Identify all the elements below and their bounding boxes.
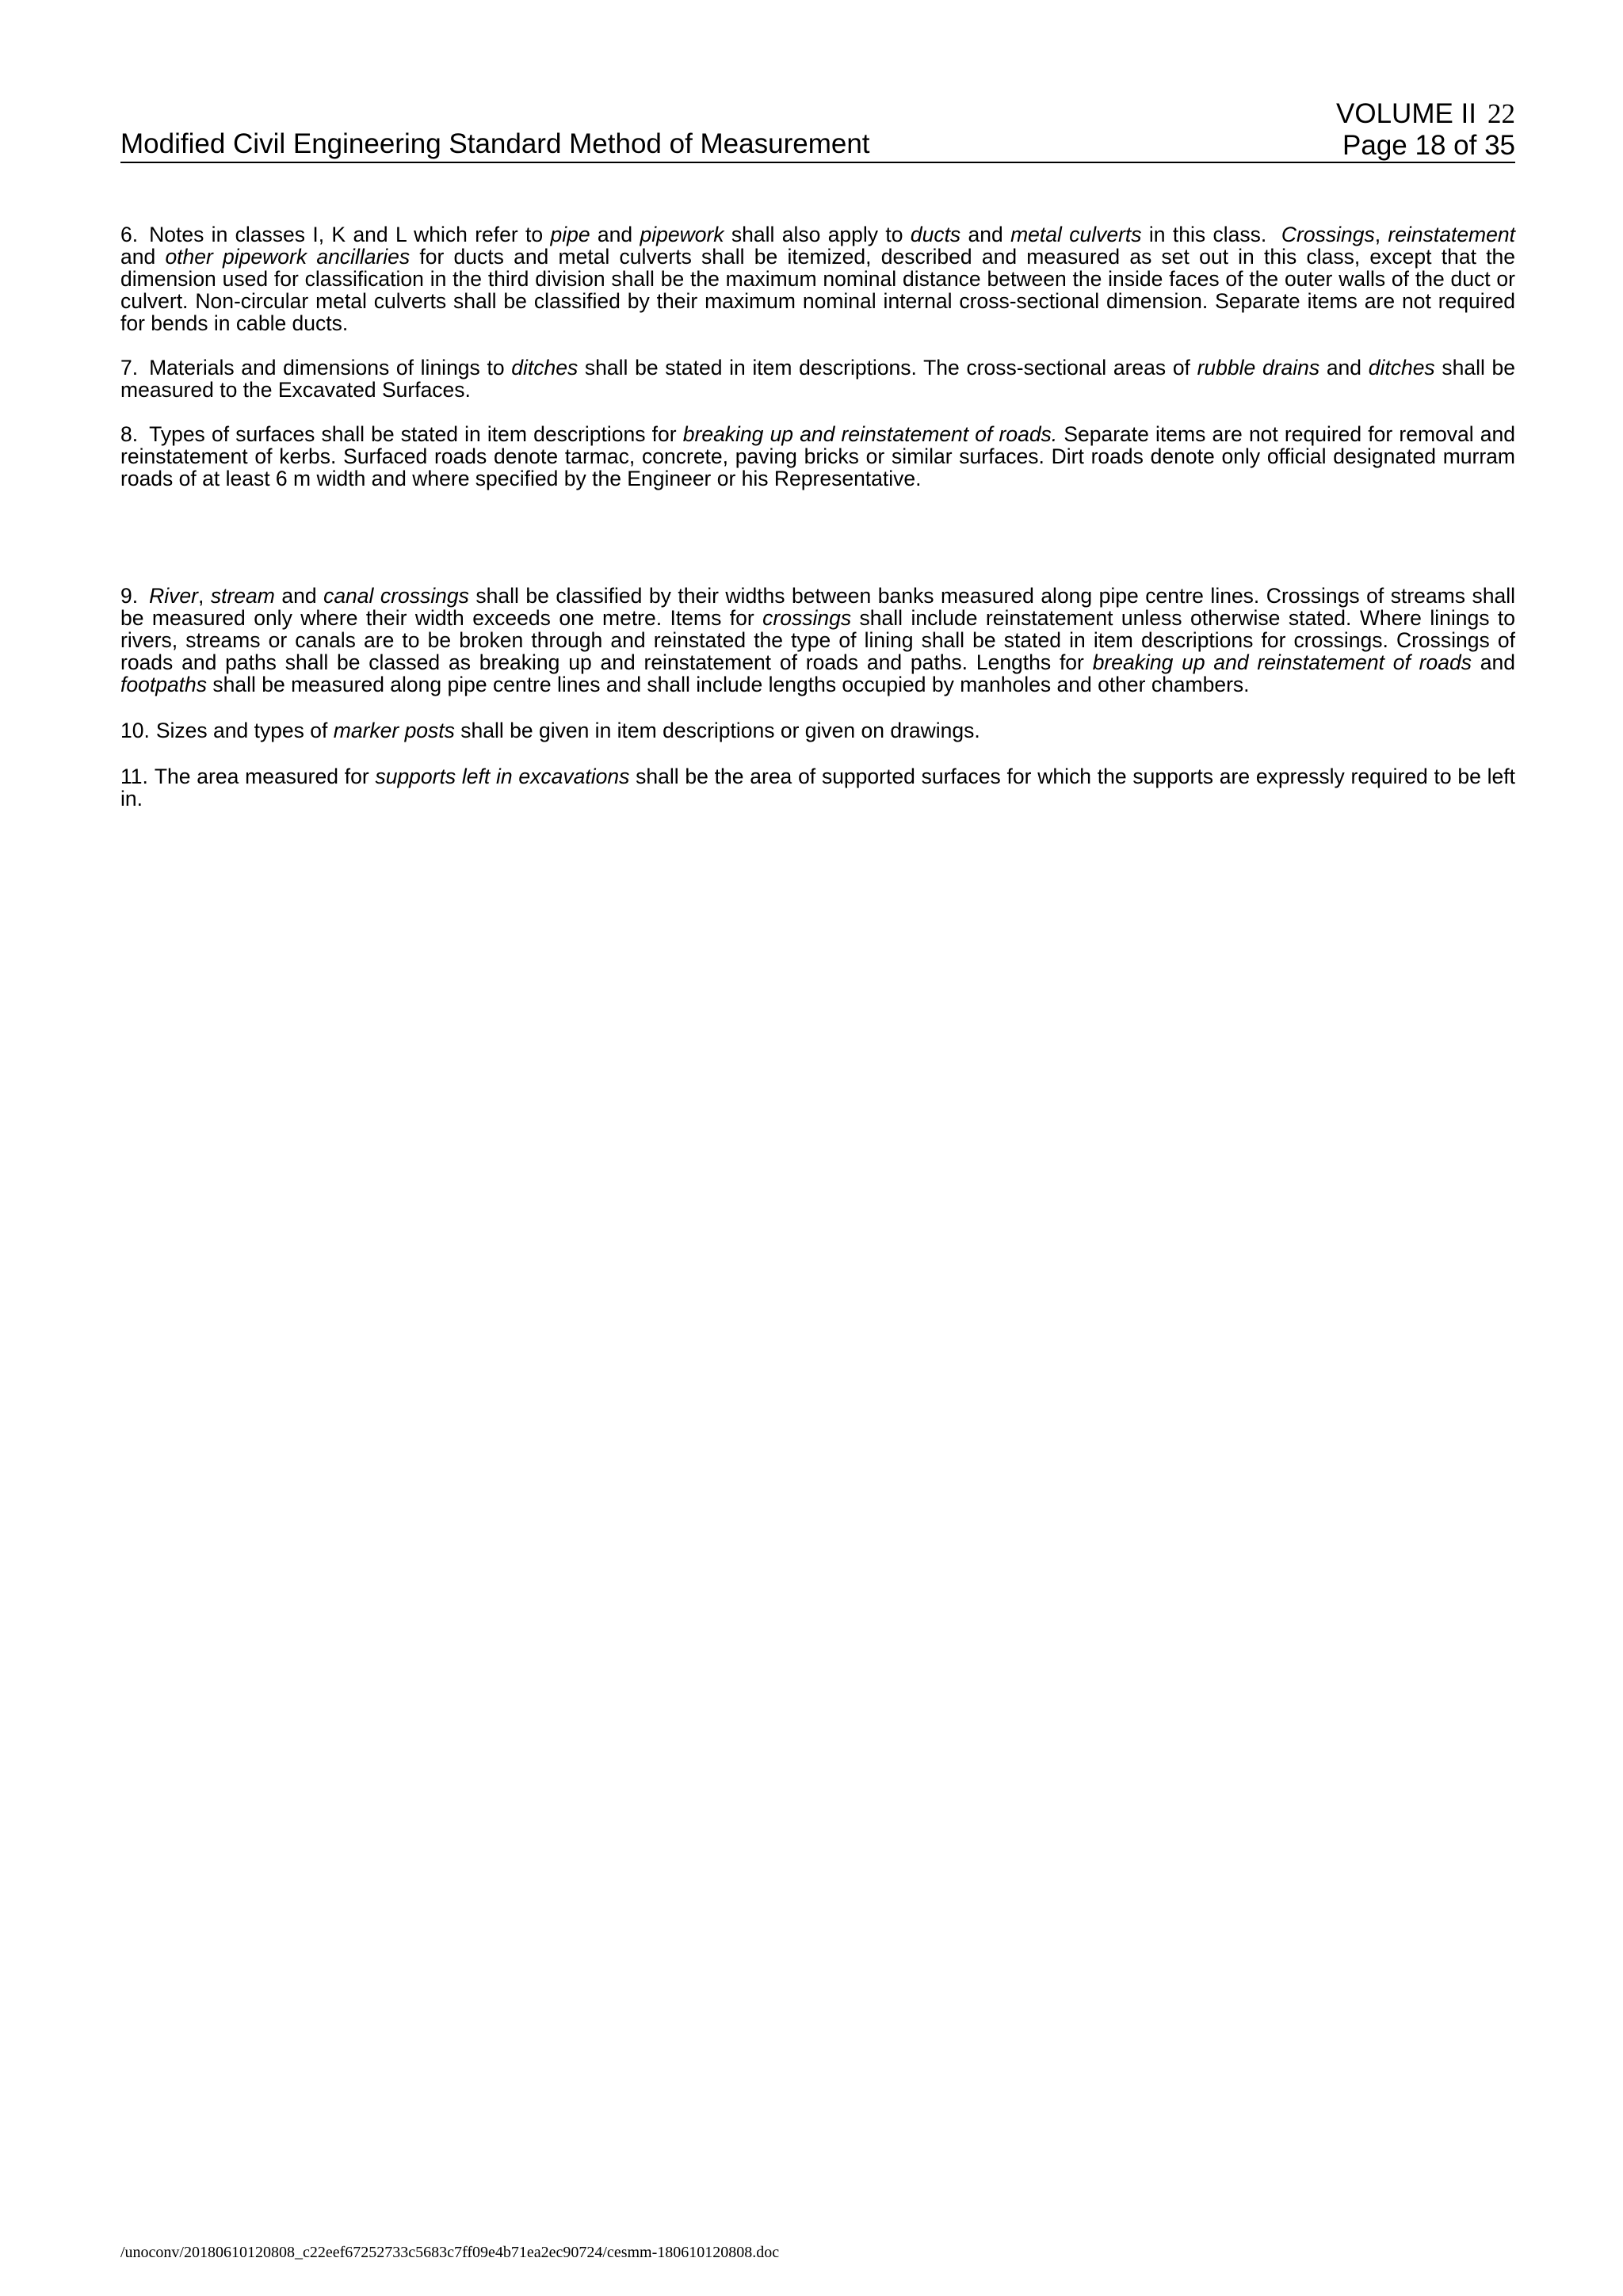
text-run: and <box>274 584 324 608</box>
paragraph-number: 9. <box>120 584 139 608</box>
text-run: , <box>197 584 211 608</box>
italic-term: rubble drains <box>1197 356 1320 379</box>
header-right-block <box>1336 98 1515 162</box>
italic-term: breaking up and reinstatement of roads <box>1092 650 1472 674</box>
document-title: Modified Civil Engineering Standard Method of Measurement <box>120 128 870 159</box>
text-run: shall be measured along pipe centre lines and shall include lengths occupied by manholes and other chambers. <box>207 673 1250 696</box>
paragraph-9 <box>120 585 1515 696</box>
paragraph-6 <box>120 223 1515 334</box>
volume-line <box>1336 98 1515 130</box>
volume-label: VOLUME II <box>1336 98 1476 129</box>
text-run: in this class. <box>1141 223 1281 246</box>
text-run: Separate items are not required for removal and reinstatement of kerbs. Surfaced roads denote tarmac, concrete, paving bricks or similar surfaces. Dirt roads denote only official designated murram roads of at least 6 m width and where specified by the Engineer or his Representative. <box>120 422 1515 490</box>
italic-term: pipe <box>550 223 590 246</box>
text-run: shall be classified by their widths between banks measured along pipe centre lines. Crossings of streams shall be measured only where their width exceeds one metre. Items for <box>120 584 1515 630</box>
volume-number: 22 <box>1487 98 1515 129</box>
paragraph-number: 10. <box>120 719 150 742</box>
text-run: The area measured for <box>154 765 376 788</box>
italic-term: crossings <box>762 606 852 630</box>
text-run: shall be given in item descriptions or given on drawings. <box>454 719 980 742</box>
italic-term: footpaths <box>120 673 208 696</box>
italic-term: pipework <box>640 223 724 246</box>
italic-term: ducts <box>910 223 961 246</box>
text-run: and <box>1471 650 1515 674</box>
text-run: shall be the area of supported surfaces for which the supports are expressly required to be left in. <box>120 765 1516 810</box>
italic-term: marker posts <box>333 719 455 742</box>
text-run: and <box>120 245 166 269</box>
text-run: and <box>960 223 1011 246</box>
italic-term: canal crossings <box>323 584 469 608</box>
italic-term: River <box>149 584 198 608</box>
text-run: Sizes and types of <box>155 719 334 742</box>
text-run: shall be measured to the Excavated Surfaces. <box>120 356 1516 402</box>
paragraph-7 <box>120 357 1515 401</box>
paragraph-number: 6. <box>120 223 139 246</box>
paragraph-10 <box>120 719 1515 742</box>
italic-term: ditches <box>1368 356 1435 379</box>
italic-term: other pipework ancillaries <box>165 245 411 269</box>
footer-file-path: /unoconv/20180610120808_c22eef67252733c5683c7ff09e4b71ea2ec90724/cesmm-180610120808.doc <box>120 2244 780 2261</box>
text-run: shall be stated in item descriptions. The cross-sectional areas of <box>578 356 1197 379</box>
paragraph-8 <box>120 423 1515 490</box>
italic-term: ditches <box>511 356 579 379</box>
text-run: Types of surfaces shall be stated in item descriptions for <box>149 422 683 446</box>
text-run: , <box>1374 223 1388 246</box>
italic-term: metal culverts <box>1010 223 1142 246</box>
paragraph-number: 11. <box>120 765 148 788</box>
text-run: Materials and dimensions of linings to <box>149 356 512 379</box>
text-run: Notes in classes I, K and L which refer to <box>149 223 551 246</box>
paragraph-number: 8. <box>120 422 139 446</box>
page-header <box>120 95 1515 163</box>
text-run: and <box>590 223 640 246</box>
italic-term: supports left in excavations <box>375 765 630 788</box>
italic-term: reinstatement <box>1388 223 1515 246</box>
paragraph-11 <box>120 765 1515 810</box>
text-run: for ducts and metal culverts shall be itemized, described and measured as set out in this class, except that the dimension used for classification in the third division shall be the maximum nominal distance between the inside faces of the outer walls of the duct or culvert. Non-circular metal culverts shall be classified by their maximum nominal internal cross-sectional dimension. Separate items are not required for bends in cable ducts. <box>120 245 1515 335</box>
italic-term: Crossings <box>1281 223 1375 246</box>
paragraph-number: 7. <box>120 356 139 379</box>
page-number: Page 18 of 35 <box>1342 130 1515 161</box>
text-run: and <box>1319 356 1369 379</box>
text-run: shall include reinstatement unless otherwise stated. Where linings to rivers, streams or canals are to be broken through and reinstated the type of lining shall be stated in item descriptions for crossings. Crossings of roads and paths shall be classed as breaking up and reinstatement of roads and paths. Lengths for <box>120 606 1516 674</box>
italic-term: breaking up and reinstatement of roads. <box>682 422 1058 446</box>
document-body <box>120 223 1515 810</box>
text-run: shall also apply to <box>724 223 911 246</box>
italic-term: stream <box>210 584 275 608</box>
